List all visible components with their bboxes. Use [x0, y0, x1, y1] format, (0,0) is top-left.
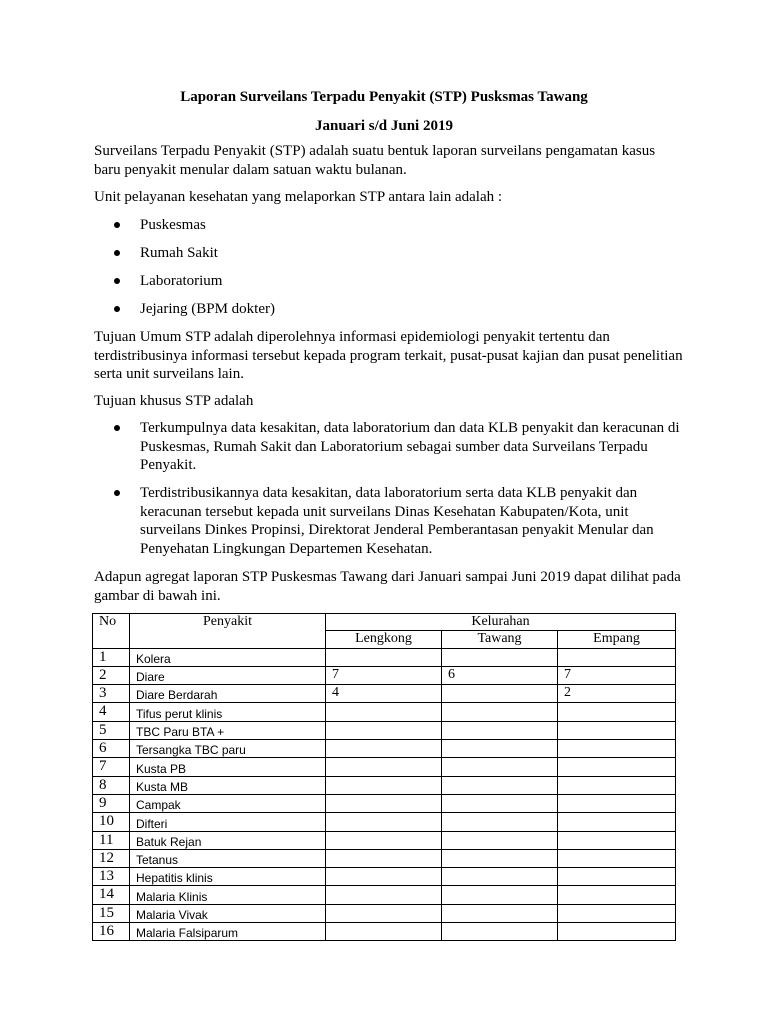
header-no: No — [93, 614, 130, 649]
header-lengkong: Lengkong — [326, 631, 442, 648]
table-row — [93, 740, 676, 758]
cell-empang — [558, 721, 676, 739]
cell-tawang — [442, 904, 558, 922]
bullet-icon — [114, 490, 120, 496]
cell-penyakit: Kusta MB — [130, 776, 326, 794]
cell-no: 10 — [93, 813, 130, 831]
cell-penyakit: Hepatitis klinis — [130, 868, 326, 886]
bullet-icon — [114, 306, 120, 312]
table-row — [93, 758, 676, 776]
cell-lengkong — [326, 849, 442, 867]
cell-tawang — [442, 831, 558, 849]
header-tawang: Tawang — [442, 631, 558, 648]
bullet-icon — [114, 425, 120, 431]
bullet-icon — [114, 250, 120, 256]
cell-no: 14 — [93, 886, 130, 904]
cell-penyakit: Diare — [130, 666, 326, 684]
cell-no: 2 — [93, 666, 130, 684]
units-intro: Unit pelayanan kesehatan yang melaporkan STP antara lain adalah : — [94, 189, 503, 205]
cell-no: 3 — [93, 685, 130, 703]
cell-no: 1 — [93, 648, 130, 666]
cell-empang: 2 — [558, 685, 676, 703]
cell-lengkong — [326, 740, 442, 758]
cell-tawang — [442, 758, 558, 776]
cell-penyakit: Malaria Falsiparum — [130, 923, 326, 941]
table-row — [93, 703, 676, 721]
cell-tawang — [442, 740, 558, 758]
header-empang: Empang — [558, 631, 676, 648]
cell-empang — [558, 868, 676, 886]
cell-no: 6 — [93, 740, 130, 758]
cell-lengkong — [326, 721, 442, 739]
cell-empang — [558, 813, 676, 831]
cell-no: 5 — [93, 721, 130, 739]
table-row — [93, 648, 676, 666]
cell-empang — [558, 831, 676, 849]
cell-penyakit: Batuk Rejan — [130, 831, 326, 849]
intro-paragraph: Surveilans Terpadu Penyakit (STP) adalah suatu bentuk laporan surveilans pengamatan kasus baru penyakit menular dalam satuan waktu bulanan. — [94, 143, 656, 178]
cell-no: 8 — [93, 776, 130, 794]
document-title: Laporan Surveilans Terpadu Penyakit (STP) Pusksmas Tawang — [180, 89, 588, 105]
cell-tawang — [442, 886, 558, 904]
cell-empang — [558, 776, 676, 794]
cell-penyakit: Tetanus — [130, 849, 326, 867]
tujuan-khusus-intro: Tujuan khusus STP adalah — [94, 393, 254, 409]
cell-tawang — [442, 776, 558, 794]
cell-tawang — [442, 685, 558, 703]
cell-tawang — [442, 648, 558, 666]
header-kelurahan: Kelurahan — [326, 614, 676, 631]
document-period: Januari s/d Juni 2019 — [315, 118, 453, 134]
cell-penyakit: Malaria Klinis — [130, 886, 326, 904]
table-row — [93, 849, 676, 867]
cell-tawang: 6 — [442, 666, 558, 684]
cell-lengkong — [326, 923, 442, 941]
cell-tawang — [442, 868, 558, 886]
cell-tawang — [442, 849, 558, 867]
cell-penyakit: Campak — [130, 794, 326, 812]
bullet-icon — [114, 278, 120, 284]
cell-lengkong — [326, 776, 442, 794]
cell-lengkong: 4 — [326, 685, 442, 703]
cell-empang — [558, 703, 676, 721]
table-row — [93, 831, 676, 849]
cell-empang: 7 — [558, 666, 676, 684]
cell-empang — [558, 794, 676, 812]
list-item: Laboratorium — [140, 273, 223, 289]
cell-lengkong: 7 — [326, 666, 442, 684]
cell-empang — [558, 849, 676, 867]
cell-no: 4 — [93, 703, 130, 721]
cell-empang — [558, 923, 676, 941]
cell-empang — [558, 648, 676, 666]
tujuan-umum-paragraph: Tujuan Umum STP adalah diperolehnya informasi epidemiologi penyakit tertentu dan terdistribusinya informasi tersebut kepada program terkait, pusat-pusat kajian dan pusat penelitian serta unit surveilans lain. — [94, 329, 683, 382]
list-item: Terkumpulnya data kesakitan, data laboratorium dan data KLB penyakit dan keracunan di Puskesmas, Rumah Sakit dan Laboratorium sebagai sumber data Surveilans Terpadu Penyakit. — [140, 420, 680, 473]
cell-penyakit: Kusta PB — [130, 758, 326, 776]
table-row — [93, 666, 676, 684]
list-item: Terdistribusikannya data kesakitan, data laboratorium serta data KLB penyakit dan keracunan tersebut kepada unit surveilans Dinas Kesehatan Kabupaten/Kota, unit surveilans Dinkes Propinsi, Direktorat Jenderal Pemberantasan penyakit Menular dan Penyehatan Lingkungan Departemen Kesehatan. — [140, 485, 654, 557]
list-item: Jejaring (BPM dokter) — [140, 301, 275, 317]
stp-table — [92, 613, 676, 941]
cell-tawang — [442, 721, 558, 739]
cell-penyakit: Tersangka TBC paru — [130, 740, 326, 758]
cell-no: 13 — [93, 868, 130, 886]
cell-tawang — [442, 794, 558, 812]
cell-lengkong — [326, 886, 442, 904]
cell-no: 12 — [93, 849, 130, 867]
cell-lengkong — [326, 831, 442, 849]
cell-no: 9 — [93, 794, 130, 812]
cell-empang — [558, 740, 676, 758]
cell-penyakit: Tifus perut klinis — [130, 703, 326, 721]
cell-lengkong — [326, 868, 442, 886]
table-row — [93, 813, 676, 831]
cell-lengkong — [326, 904, 442, 922]
table-row — [93, 776, 676, 794]
table-row — [93, 923, 676, 941]
table-row — [93, 886, 676, 904]
cell-penyakit: Diare Berdarah — [130, 685, 326, 703]
cell-lengkong — [326, 813, 442, 831]
cell-empang — [558, 886, 676, 904]
cell-penyakit: Difteri — [130, 813, 326, 831]
cell-no: 7 — [93, 758, 130, 776]
cell-lengkong — [326, 703, 442, 721]
table-body — [93, 648, 676, 941]
cell-lengkong — [326, 794, 442, 812]
cell-empang — [558, 904, 676, 922]
cell-empang — [558, 758, 676, 776]
cell-lengkong — [326, 648, 442, 666]
header-penyakit: Penyakit — [130, 614, 326, 649]
cell-tawang — [442, 923, 558, 941]
closing-paragraph: Adapun agregat laporan STP Puskesmas Tawang dari Januari sampai Juni 2019 dapat dilihat pada gambar di bawah ini. — [94, 569, 681, 604]
cell-no: 15 — [93, 904, 130, 922]
cell-penyakit: Kolera — [130, 648, 326, 666]
cell-tawang — [442, 813, 558, 831]
table-row — [93, 868, 676, 886]
cell-no: 16 — [93, 923, 130, 941]
list-item: Puskesmas — [140, 217, 206, 233]
cell-penyakit: Malaria Vivak — [130, 904, 326, 922]
cell-penyakit: TBC Paru BTA + — [130, 721, 326, 739]
cell-tawang — [442, 703, 558, 721]
table-row — [93, 794, 676, 812]
bullet-icon — [114, 222, 120, 228]
cell-no: 11 — [93, 831, 130, 849]
table-row — [93, 685, 676, 703]
cell-lengkong — [326, 758, 442, 776]
list-item: Rumah Sakit — [140, 245, 218, 261]
table-row — [93, 904, 676, 922]
table-row — [93, 721, 676, 739]
